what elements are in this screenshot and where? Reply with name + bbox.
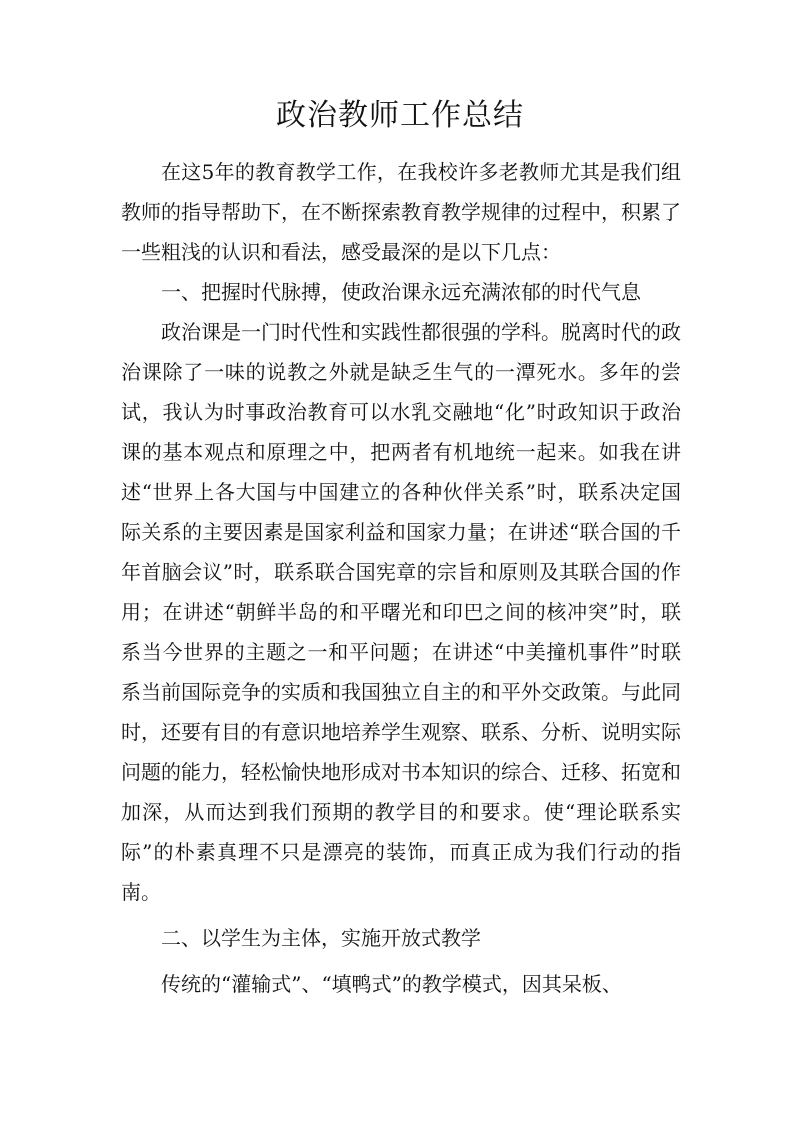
intro-paragraph: 在这5年的教育教学工作，在我校许多老教师尤其是我们组教师的指导帮助下，在不断探索教育教学规律的过程中，积累了一些粗浅的认识和看法，感受最深的是以下几点： xyxy=(121,160,681,264)
section-heading-2: 二、以学生为主体，实施开放式教学 xyxy=(161,926,481,950)
section-2-paragraph: 传统的“灌输式”、“填鸭式”的教学模式，因其呆板、 xyxy=(161,972,622,996)
section-1-paragraph: 政治课是一门时代性和实践性都很强的学科。脱离时代的政治课除了一味的说教之外就是缺乏生气的一潭死水。多年的尝试，我认为时事政治教育可以水乳交融地“化”时政知识于政治课的基本观点和原理之中，把两者有机地统一起来。如我在讲述“世界上各大国与中国建立的各种伙伴关系”时，联系决定国际关系的主要因素是国家利益和国家力量；在讲述“联合国的千年首脑会议”时，联系联合国宪章的宗旨和原则及其联合国的作用；在讲述“朝鲜半岛的和平曙光和印巴之间的核冲突”时，联系当今世界的主题之一和平问题；在讲述“中美撞机事件”时联系当前国际竞争的实质和我国独立自主的和平外交政策。与此同时，还要有目的有意识地培养学生观察、联系、分析、说明实际问题的能力，轻松愉快地形成对书本知识的综合、迁移、拓宽和加深，从而达到我们预期的教学目的和要求。使“理论联系实际”的朴素真理不只是漂亮的装饰，而真正成为我们行动的指南。 xyxy=(121,320,681,904)
document-body xyxy=(121,152,681,1004)
section-heading-1: 一、把握时代脉搏，使政治课永远充满浓郁的时代气息 xyxy=(161,280,641,304)
document-title: 政治教师工作总结 xyxy=(276,98,524,133)
